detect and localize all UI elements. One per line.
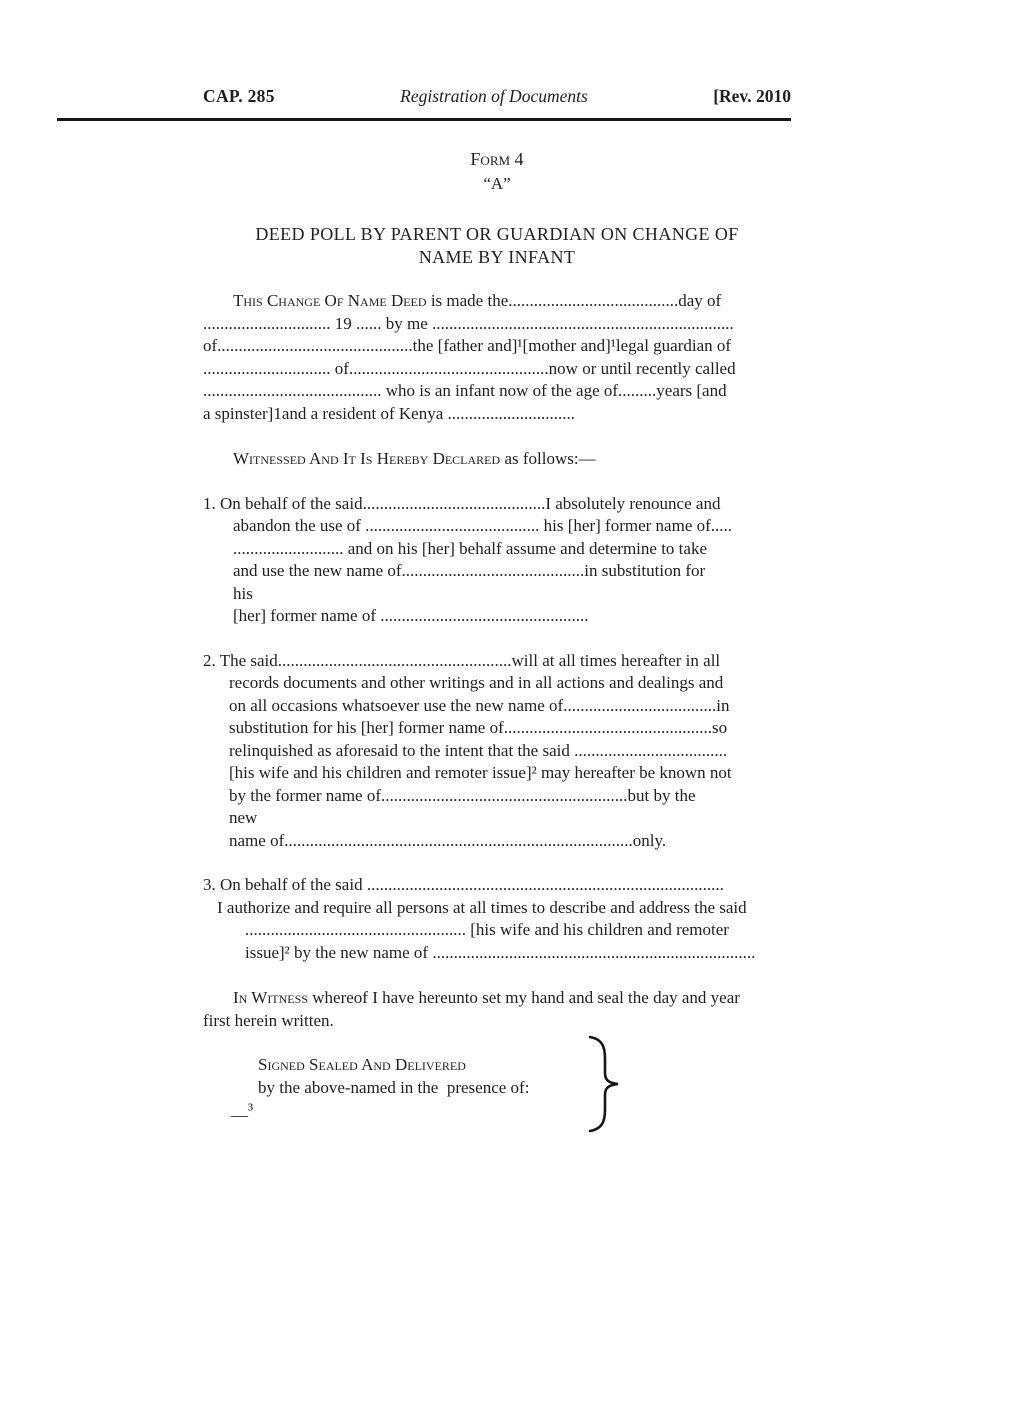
- witness-line: [203, 987, 791, 1010]
- clause-line: .......................... and on his [her] behalf assume and determine to take: [233, 538, 707, 558]
- clause-line: 3. On behalf of the said ....................................................................................: [203, 875, 724, 894]
- clause-line: [his wife and his children and remoter issue]² may hereafter be known not: [229, 763, 732, 782]
- header-rule: [57, 118, 791, 121]
- line-text: whereof I have hereunto set my hand and seal the day and year: [308, 988, 740, 1007]
- signature-brace-icon: [588, 1035, 622, 1133]
- clause-line: abandon the use of ......................................... his [her] former name of.....: [233, 516, 733, 535]
- page-header: [203, 86, 791, 107]
- form-title-line: NAME BY INFANT: [418, 247, 576, 267]
- clause-line: name of..................................................................................only.: [229, 830, 667, 850]
- smallcaps-phrase: Witnessed And It Is Hereby Declared: [233, 449, 501, 468]
- document-title: Registration of Documents: [400, 86, 588, 106]
- line-text: is made the........................................day of: [426, 291, 722, 310]
- clause-line: his: [233, 583, 253, 603]
- clause-line: relinquished as aforesaid to the intent that the said ....................................: [229, 740, 728, 760]
- witnessed-line: [203, 448, 791, 471]
- signed-sealed-delivered-line: Signed Sealed And Delivered: [258, 1055, 466, 1074]
- clause-line: [her] former name of .................................................: [233, 606, 589, 625]
- chapter-number: CAP. 285: [203, 86, 275, 106]
- intro-line: .......................................... who is an infant now of the age of.........years [and: [203, 381, 727, 400]
- intro-line: of..............................................the [father and]¹[mother and]¹legal guardian of: [203, 336, 732, 355]
- clause-3: [203, 874, 791, 964]
- clause-line: on all occasions whatsoever use the new name of....................................in: [229, 695, 730, 715]
- intro-line: .............................. 19 ...... by me .......................................................................: [203, 313, 734, 333]
- clause-line: and use the new name of...........................................in substitution for: [233, 561, 706, 580]
- witness-line: first herein written.: [203, 1010, 334, 1030]
- clause-line: I authorize and require all persons at all times to describe and address the said: [217, 897, 747, 917]
- intro-paragraph: [203, 290, 791, 425]
- line-text: as follows:—: [500, 449, 596, 468]
- form-title-line: DEED POLL BY PARENT OR GUARDIAN ON CHANGE OF: [255, 224, 739, 244]
- clause-line: 1. On behalf of the said...........................................I absolutely renounce and: [203, 493, 721, 513]
- clause-line: issue]² by the new name of ............................................................................: [245, 942, 756, 962]
- intro-line: a spinster]1and a resident of Kenya ..............................: [203, 403, 576, 423]
- smallcaps-phrase: This Change Of Name Deed: [233, 291, 427, 310]
- form-title: [203, 223, 791, 269]
- clause-line: records documents and other writings and in all actions and dealings and: [229, 673, 724, 692]
- intro-line: .............................. of...............................................now or until recently called: [203, 358, 736, 378]
- clause-1: [203, 493, 791, 628]
- signature-block: [203, 1054, 791, 1122]
- witnessed-clause: [203, 448, 791, 471]
- smallcaps-phrase: In Witness: [233, 988, 308, 1007]
- clause-line: 2. The said.......................................................will at all times hereafter in all: [203, 650, 721, 670]
- witness-clause: [203, 987, 791, 1032]
- clause-line: by the former name of..........................................................but by the: [229, 785, 696, 805]
- clause-line: new: [229, 808, 258, 827]
- intro-line: [203, 290, 791, 313]
- form-section-letter: “A”: [483, 174, 511, 193]
- clause-line: substitution for his [her] former name of.................................................so: [229, 718, 728, 737]
- signature-footnote-dash: __³: [231, 1100, 254, 1119]
- clause-line: .................................................... [his wife and his children and remoter: [245, 920, 729, 939]
- revision-label: [Rev. 2010: [713, 86, 791, 106]
- form-number: Form 4: [470, 149, 524, 169]
- signature-presence-line: by the above-named in the presence of:: [258, 1077, 530, 1097]
- form-content: [203, 147, 791, 1122]
- clause-2: [203, 650, 791, 853]
